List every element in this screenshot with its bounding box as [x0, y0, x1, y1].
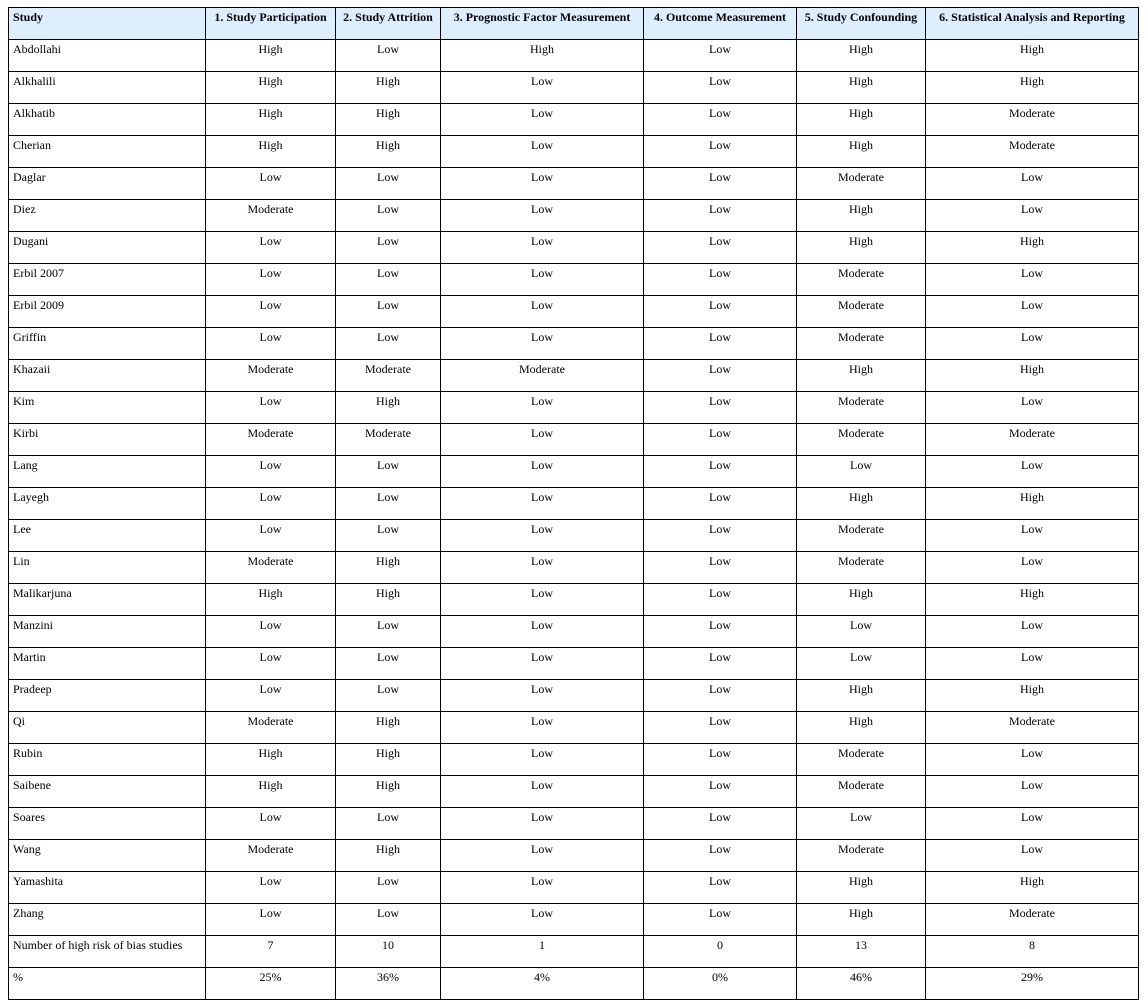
cell-study-confounding: Moderate [797, 328, 926, 360]
table-row [9, 712, 1139, 744]
cell-statistical-analysis: Low [926, 744, 1139, 776]
cell-prognostic-factor: Low [441, 488, 644, 520]
table-row [9, 584, 1139, 616]
cell-study-participation: High [206, 72, 336, 104]
table-row [9, 328, 1139, 360]
cell-study-attrition: Low [336, 808, 441, 840]
cell-outcome-measurement: Low [644, 200, 797, 232]
cell-study-attrition: High [336, 776, 441, 808]
cell-statistical-analysis: 8 [926, 936, 1139, 968]
cell-study-participation: Moderate [206, 424, 336, 456]
cell-study-attrition: 10 [336, 936, 441, 968]
cell-prognostic-factor: Low [441, 264, 644, 296]
cell-statistical-analysis: Moderate [926, 904, 1139, 936]
cell-study-participation: Moderate [206, 712, 336, 744]
cell-statistical-analysis: Low [926, 520, 1139, 552]
table-row [9, 840, 1139, 872]
cell-study-confounding: Low [797, 456, 926, 488]
table-header-row [9, 8, 1139, 40]
cell-outcome-measurement: Low [644, 552, 797, 584]
cell-study-confounding: Low [797, 648, 926, 680]
cell-study-attrition: Low [336, 296, 441, 328]
cell-study-confounding: High [797, 104, 926, 136]
cell-study-participation: Low [206, 488, 336, 520]
cell-study-confounding: Low [797, 808, 926, 840]
table-row [9, 552, 1139, 584]
table-row [9, 424, 1139, 456]
cell-statistical-analysis: Low [926, 168, 1139, 200]
table-row [9, 72, 1139, 104]
cell-study-confounding: High [797, 872, 926, 904]
cell-statistical-analysis: Low [926, 296, 1139, 328]
cell-study-attrition: Low [336, 680, 441, 712]
cell-study-confounding: High [797, 360, 926, 392]
table-row [9, 744, 1139, 776]
cell-prognostic-factor: Low [441, 552, 644, 584]
cell-prognostic-factor: Low [441, 712, 644, 744]
cell-study-name: Khazaii [9, 360, 206, 392]
cell-study-participation: Low [206, 392, 336, 424]
cell-prognostic-factor: Low [441, 104, 644, 136]
cell-outcome-measurement: Low [644, 328, 797, 360]
cell-study-participation: High [206, 744, 336, 776]
cell-prognostic-factor: Low [441, 584, 644, 616]
cell-study-name: Lee [9, 520, 206, 552]
cell-study-participation: High [206, 136, 336, 168]
cell-outcome-measurement: Low [644, 40, 797, 72]
cell-study-participation: Low [206, 648, 336, 680]
table-row [9, 968, 1139, 1000]
cell-outcome-measurement: Low [644, 840, 797, 872]
cell-study-name: Lang [9, 456, 206, 488]
cell-outcome-measurement: Low [644, 456, 797, 488]
cell-study-name: Wang [9, 840, 206, 872]
cell-study-name: Abdollahi [9, 40, 206, 72]
cell-outcome-measurement: Low [644, 776, 797, 808]
cell-outcome-measurement: Low [644, 424, 797, 456]
cell-prognostic-factor: Low [441, 680, 644, 712]
cell-study-participation: High [206, 584, 336, 616]
cell-outcome-measurement: Low [644, 712, 797, 744]
cell-study-attrition: Low [336, 616, 441, 648]
cell-study-attrition: High [336, 744, 441, 776]
cell-study-confounding: High [797, 232, 926, 264]
cell-study-confounding: Low [797, 616, 926, 648]
cell-study-confounding: 13 [797, 936, 926, 968]
table-row [9, 200, 1139, 232]
cell-study-confounding: High [797, 712, 926, 744]
cell-study-participation: Low [206, 264, 336, 296]
header-study-confounding: 5. Study Confounding [797, 8, 926, 40]
cell-study-confounding: Moderate [797, 168, 926, 200]
cell-study-participation: 25% [206, 968, 336, 1000]
table-body [9, 40, 1139, 1000]
table-row [9, 936, 1139, 968]
cell-study-confounding: Moderate [797, 552, 926, 584]
cell-study-confounding: High [797, 72, 926, 104]
cell-study-attrition: Moderate [336, 360, 441, 392]
cell-statistical-analysis: Moderate [926, 712, 1139, 744]
cell-study-confounding: Moderate [797, 296, 926, 328]
cell-prognostic-factor: Low [441, 872, 644, 904]
cell-study-confounding: High [797, 488, 926, 520]
cell-prognostic-factor: Low [441, 808, 644, 840]
table-row [9, 872, 1139, 904]
cell-outcome-measurement: Low [644, 360, 797, 392]
cell-statistical-analysis: Low [926, 776, 1139, 808]
cell-prognostic-factor: Low [441, 296, 644, 328]
cell-study-confounding: High [797, 680, 926, 712]
table-row [9, 776, 1139, 808]
cell-study-confounding: Moderate [797, 776, 926, 808]
cell-study-participation: Moderate [206, 360, 336, 392]
cell-prognostic-factor: Low [441, 168, 644, 200]
cell-study-name: Martin [9, 648, 206, 680]
cell-study-participation: Low [206, 456, 336, 488]
cell-statistical-analysis: High [926, 40, 1139, 72]
cell-outcome-measurement: Low [644, 136, 797, 168]
cell-statistical-analysis: Low [926, 392, 1139, 424]
cell-study-name: Yamashita [9, 872, 206, 904]
table-row [9, 136, 1139, 168]
cell-outcome-measurement: Low [644, 296, 797, 328]
cell-study-participation: 7 [206, 936, 336, 968]
cell-outcome-measurement: Low [644, 584, 797, 616]
cell-study-name: Malikarjuna [9, 584, 206, 616]
cell-study-participation: Low [206, 520, 336, 552]
table-row [9, 296, 1139, 328]
cell-study-participation: Low [206, 872, 336, 904]
cell-outcome-measurement: Low [644, 648, 797, 680]
cell-study-attrition: Low [336, 456, 441, 488]
cell-study-name: Saibene [9, 776, 206, 808]
table-row [9, 264, 1139, 296]
cell-prognostic-factor: Low [441, 904, 644, 936]
cell-study-confounding: Moderate [797, 424, 926, 456]
cell-study-attrition: Low [336, 872, 441, 904]
header-prognostic-factor-measurement: 3. Prognostic Factor Measurement [441, 8, 644, 40]
cell-study-attrition: Moderate [336, 424, 441, 456]
cell-prognostic-factor: Low [441, 776, 644, 808]
header-outcome-measurement: 4. Outcome Measurement [644, 8, 797, 40]
cell-study-attrition: Low [336, 904, 441, 936]
cell-study-attrition: High [336, 136, 441, 168]
cell-outcome-measurement: Low [644, 168, 797, 200]
cell-study-name: Rubin [9, 744, 206, 776]
cell-study-name: Erbil 2007 [9, 264, 206, 296]
cell-outcome-measurement: 0% [644, 968, 797, 1000]
cell-prognostic-factor: Low [441, 424, 644, 456]
table-row [9, 392, 1139, 424]
table-row [9, 488, 1139, 520]
cell-study-participation: Moderate [206, 840, 336, 872]
table-row [9, 168, 1139, 200]
cell-study-attrition: Low [336, 168, 441, 200]
cell-study-name: Erbil 2009 [9, 296, 206, 328]
cell-study-attrition: Low [336, 328, 441, 360]
cell-study-name: Number of high risk of bias studies [9, 936, 206, 968]
cell-study-name: Qi [9, 712, 206, 744]
cell-study-confounding: High [797, 904, 926, 936]
cell-outcome-measurement: Low [644, 872, 797, 904]
cell-prognostic-factor: Low [441, 392, 644, 424]
cell-study-confounding: Moderate [797, 520, 926, 552]
cell-study-attrition: High [336, 712, 441, 744]
cell-study-participation: Moderate [206, 200, 336, 232]
cell-statistical-analysis: Low [926, 200, 1139, 232]
cell-study-name: Alkhatib [9, 104, 206, 136]
cell-outcome-measurement: Low [644, 680, 797, 712]
cell-study-confounding: 46% [797, 968, 926, 1000]
header-statistical-analysis: 6. Statistical Analysis and Reporting [926, 8, 1139, 40]
cell-study-participation: Low [206, 616, 336, 648]
cell-prognostic-factor: Low [441, 744, 644, 776]
cell-study-participation: High [206, 776, 336, 808]
cell-statistical-analysis: Low [926, 456, 1139, 488]
cell-prognostic-factor: Low [441, 456, 644, 488]
cell-study-participation: Low [206, 168, 336, 200]
cell-prognostic-factor: High [441, 40, 644, 72]
cell-study-attrition: High [336, 72, 441, 104]
cell-prognostic-factor: Low [441, 840, 644, 872]
cell-statistical-analysis: High [926, 232, 1139, 264]
cell-prognostic-factor: Low [441, 328, 644, 360]
cell-study-confounding: Moderate [797, 840, 926, 872]
cell-study-attrition: Low [336, 648, 441, 680]
cell-prognostic-factor: Moderate [441, 360, 644, 392]
cell-prognostic-factor: Low [441, 520, 644, 552]
cell-outcome-measurement: Low [644, 392, 797, 424]
cell-study-name: Pradeep [9, 680, 206, 712]
cell-study-participation: Low [206, 904, 336, 936]
table-row [9, 456, 1139, 488]
cell-outcome-measurement: Low [644, 744, 797, 776]
cell-study-name: Kirbi [9, 424, 206, 456]
cell-study-name: Daglar [9, 168, 206, 200]
cell-prognostic-factor: Low [441, 648, 644, 680]
cell-study-participation: Low [206, 680, 336, 712]
cell-study-name: % [9, 968, 206, 1000]
cell-prognostic-factor: Low [441, 200, 644, 232]
cell-study-attrition: High [336, 584, 441, 616]
cell-study-confounding: High [797, 584, 926, 616]
cell-study-attrition: High [336, 392, 441, 424]
table-row [9, 104, 1139, 136]
cell-statistical-analysis: Moderate [926, 104, 1139, 136]
table-row [9, 904, 1139, 936]
cell-statistical-analysis: Low [926, 616, 1139, 648]
cell-outcome-measurement: Low [644, 616, 797, 648]
cell-statistical-analysis: Low [926, 648, 1139, 680]
cell-study-confounding: High [797, 200, 926, 232]
cell-outcome-measurement: Low [644, 104, 797, 136]
cell-prognostic-factor: 4% [441, 968, 644, 1000]
cell-statistical-analysis: Low [926, 328, 1139, 360]
cell-statistical-analysis: High [926, 584, 1139, 616]
cell-study-participation: Low [206, 232, 336, 264]
cell-study-confounding: Moderate [797, 264, 926, 296]
cell-study-name: Layegh [9, 488, 206, 520]
cell-statistical-analysis: High [926, 872, 1139, 904]
cell-statistical-analysis: High [926, 488, 1139, 520]
cell-statistical-analysis: High [926, 72, 1139, 104]
cell-study-confounding: High [797, 40, 926, 72]
cell-study-participation: High [206, 104, 336, 136]
cell-prognostic-factor: Low [441, 616, 644, 648]
cell-statistical-analysis: High [926, 680, 1139, 712]
cell-study-attrition: Low [336, 40, 441, 72]
table-row [9, 360, 1139, 392]
cell-study-participation: High [206, 40, 336, 72]
cell-statistical-analysis: High [926, 360, 1139, 392]
cell-study-attrition: Low [336, 232, 441, 264]
cell-study-confounding: High [797, 136, 926, 168]
cell-outcome-measurement: Low [644, 520, 797, 552]
cell-statistical-analysis: Low [926, 264, 1139, 296]
cell-statistical-analysis: Moderate [926, 424, 1139, 456]
cell-study-name: Kim [9, 392, 206, 424]
cell-study-participation: Moderate [206, 552, 336, 584]
cell-study-name: Diez [9, 200, 206, 232]
header-study-attrition: 2. Study Attrition [336, 8, 441, 40]
cell-statistical-analysis: 29% [926, 968, 1139, 1000]
cell-outcome-measurement: Low [644, 808, 797, 840]
cell-study-name: Lin [9, 552, 206, 584]
cell-study-confounding: Moderate [797, 392, 926, 424]
cell-study-name: Dugani [9, 232, 206, 264]
cell-outcome-measurement: Low [644, 264, 797, 296]
cell-study-name: Cherian [9, 136, 206, 168]
cell-study-attrition: Low [336, 488, 441, 520]
table-row [9, 232, 1139, 264]
header-study-participation: 1. Study Participation [206, 8, 336, 40]
table-row [9, 680, 1139, 712]
cell-study-attrition: Low [336, 264, 441, 296]
cell-outcome-measurement: Low [644, 232, 797, 264]
cell-statistical-analysis: Low [926, 840, 1139, 872]
cell-study-attrition: High [336, 104, 441, 136]
cell-outcome-measurement: Low [644, 488, 797, 520]
cell-study-confounding: Moderate [797, 744, 926, 776]
cell-study-attrition: Low [336, 200, 441, 232]
risk-of-bias-table [8, 7, 1139, 1000]
cell-prognostic-factor: Low [441, 72, 644, 104]
cell-outcome-measurement: Low [644, 904, 797, 936]
cell-study-name: Soares [9, 808, 206, 840]
cell-study-name: Alkhalili [9, 72, 206, 104]
cell-study-participation: Low [206, 296, 336, 328]
cell-prognostic-factor: Low [441, 136, 644, 168]
cell-study-participation: Low [206, 328, 336, 360]
cell-study-attrition: 36% [336, 968, 441, 1000]
table-row [9, 648, 1139, 680]
cell-study-participation: Low [206, 808, 336, 840]
table-row [9, 520, 1139, 552]
cell-statistical-analysis: Low [926, 552, 1139, 584]
header-study: Study [9, 8, 206, 40]
cell-study-name: Griffin [9, 328, 206, 360]
table-row [9, 40, 1139, 72]
cell-study-name: Manzini [9, 616, 206, 648]
cell-prognostic-factor: 1 [441, 936, 644, 968]
cell-study-attrition: Low [336, 520, 441, 552]
cell-study-name: Zhang [9, 904, 206, 936]
cell-statistical-analysis: Low [926, 808, 1139, 840]
cell-outcome-measurement: Low [644, 72, 797, 104]
cell-prognostic-factor: Low [441, 232, 644, 264]
table-row [9, 616, 1139, 648]
cell-outcome-measurement: 0 [644, 936, 797, 968]
cell-study-attrition: High [336, 552, 441, 584]
cell-study-attrition: High [336, 840, 441, 872]
cell-statistical-analysis: Moderate [926, 136, 1139, 168]
